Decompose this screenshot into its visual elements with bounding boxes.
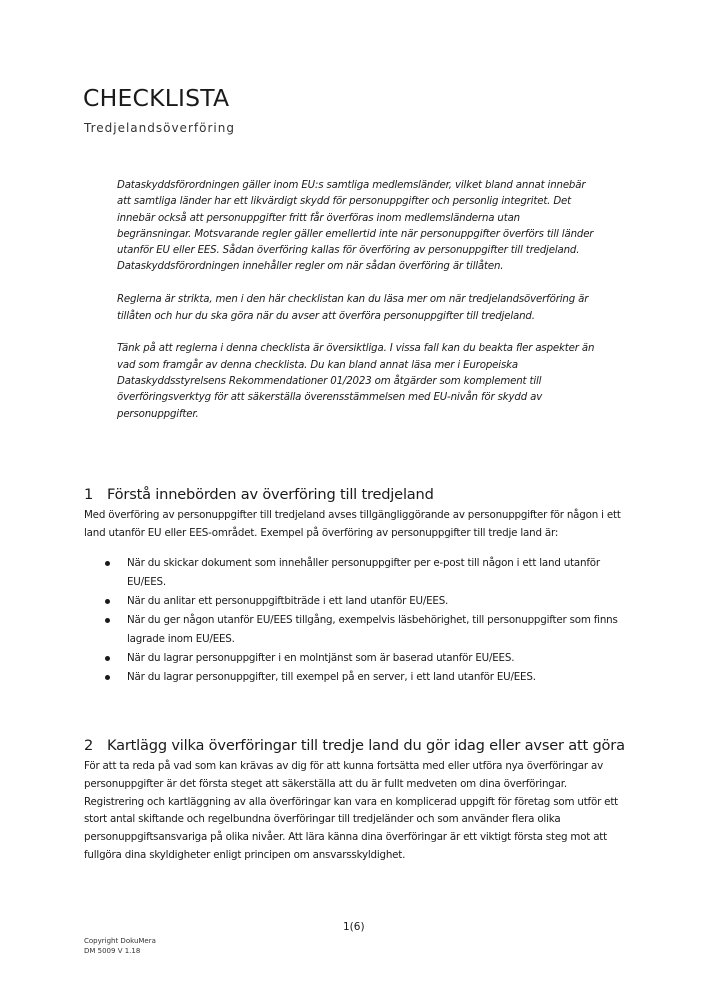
section-number: 2 (84, 737, 94, 754)
footer-doc-id: DM 5009 V 1.18 (84, 947, 141, 955)
list-item (84, 611, 629, 649)
page-number: 1(6) (343, 921, 365, 933)
section-2 (84, 737, 629, 865)
document-title: CHECKLISTA (83, 84, 230, 112)
intro-block (117, 178, 597, 439)
list-item (84, 592, 629, 611)
section-title: Förstå innebörden av överföring till tredjeland (107, 486, 434, 503)
list-item (84, 668, 629, 687)
section-1 (84, 486, 629, 687)
section-body: För att ta reda på vad som kan krävas av dig för att kunna fortsätta med eller utföra nya överföringar av personuppgifter är det första steget att säkerställa att du är fullt medveten om dina överföringar. Registrering och kartläggning av alla överföringar kan vara en komplicerad uppgift för företag som utför ett stort antal skiftande och regelbundna överföringar till tredjeländer och som använder flera olika personuppgiftsansvariga på olika nivåer. Att lära känna dina överföringar är ett viktigt första steg mot att fullgöra dina skyldigheter enligt principen om ansvarsskyldighet. (84, 760, 618, 861)
bullet-icon (105, 618, 110, 623)
bullet-icon (105, 675, 110, 680)
list-item-text: När du lagrar personuppgifter i en molntjänst som är baserad utanför EU/EES. (127, 651, 515, 664)
footer (84, 936, 156, 956)
section-number: 1 (84, 486, 94, 503)
intro-paragraph: Tänk på att reglerna i denna checklista är översiktliga. I vissa fall kan du beakta fler aspekter än vad som framgår av denna checklista. Du kan bland annat läsa mer i Europeiska Dataskyddsstyrelsens Rekommendationer 01/2023 om åtgärder som komplement till överföringsverktyg för att säkerställa överensstämmelsen med EU-nivån för skydd av personuppgifter. (117, 343, 595, 420)
list-item-text: När du anlitar ett personuppgiftbiträde i ett land utanför EU/EES. (127, 594, 449, 607)
intro-paragraph: Dataskyddsförordningen gäller inom EU:s samtliga medlemsländer, vilket bland annat innebär att samtliga länder har ett likvärdigt skydd för personuppgifter och personlig integritet. Det innebär också att personuppgifter fritt får överföras inom medlemsländerna utan begränsningar. Motsvarande regler gäller emellertid inte när personuppgifter överförs till länder utanför EU eller EES. Sådan överföring kallas för överföring av personuppgifter till tredjeland. Dataskyddsförordningen innehåller regler om när sådan överföring är tillåten. (117, 180, 594, 273)
footer-copyright: Copyright DokuMera (84, 937, 156, 945)
list-item (84, 554, 629, 592)
list-item-text: När du skickar dokument som innehåller personuppgifter per e-post till någon i ett land utanför EU/EES. (127, 556, 600, 588)
section-body: Med överföring av personuppgifter till tredjeland avses tillgängliggörande av personuppgifter för någon i ett land utanför EU eller EES-området. Exempel på överföring av personuppgifter till tredje land är: (84, 509, 621, 539)
section-heading (84, 737, 629, 754)
bullet-icon (105, 561, 110, 566)
intro-paragraph: Reglerna är strikta, men i den här checklistan kan du läsa mer om när tredjelandsöverföring är tillåten och hur du ska göra när du avser att överföra personuppgifter till tredjeland. (117, 294, 589, 322)
bullet-icon (105, 599, 110, 604)
section-heading (84, 486, 629, 503)
list-item (84, 649, 629, 668)
bullet-icon (105, 656, 110, 661)
list-item-text: När du ger någon utanför EU/EES tillgång, exempelvis läsbehörighet, till personuppgifter som finns lagrade inom EU/EES. (127, 613, 618, 645)
section-title: Kartlägg vilka överföringar till tredje land du gör idag eller avser att göra (107, 737, 625, 754)
bullet-list (84, 554, 629, 687)
document-subtitle: Tredjelandsöverföring (84, 121, 235, 135)
list-item-text: När du lagrar personuppgifter, till exempel på en server, i ett land utanför EU/EES. (127, 670, 536, 683)
